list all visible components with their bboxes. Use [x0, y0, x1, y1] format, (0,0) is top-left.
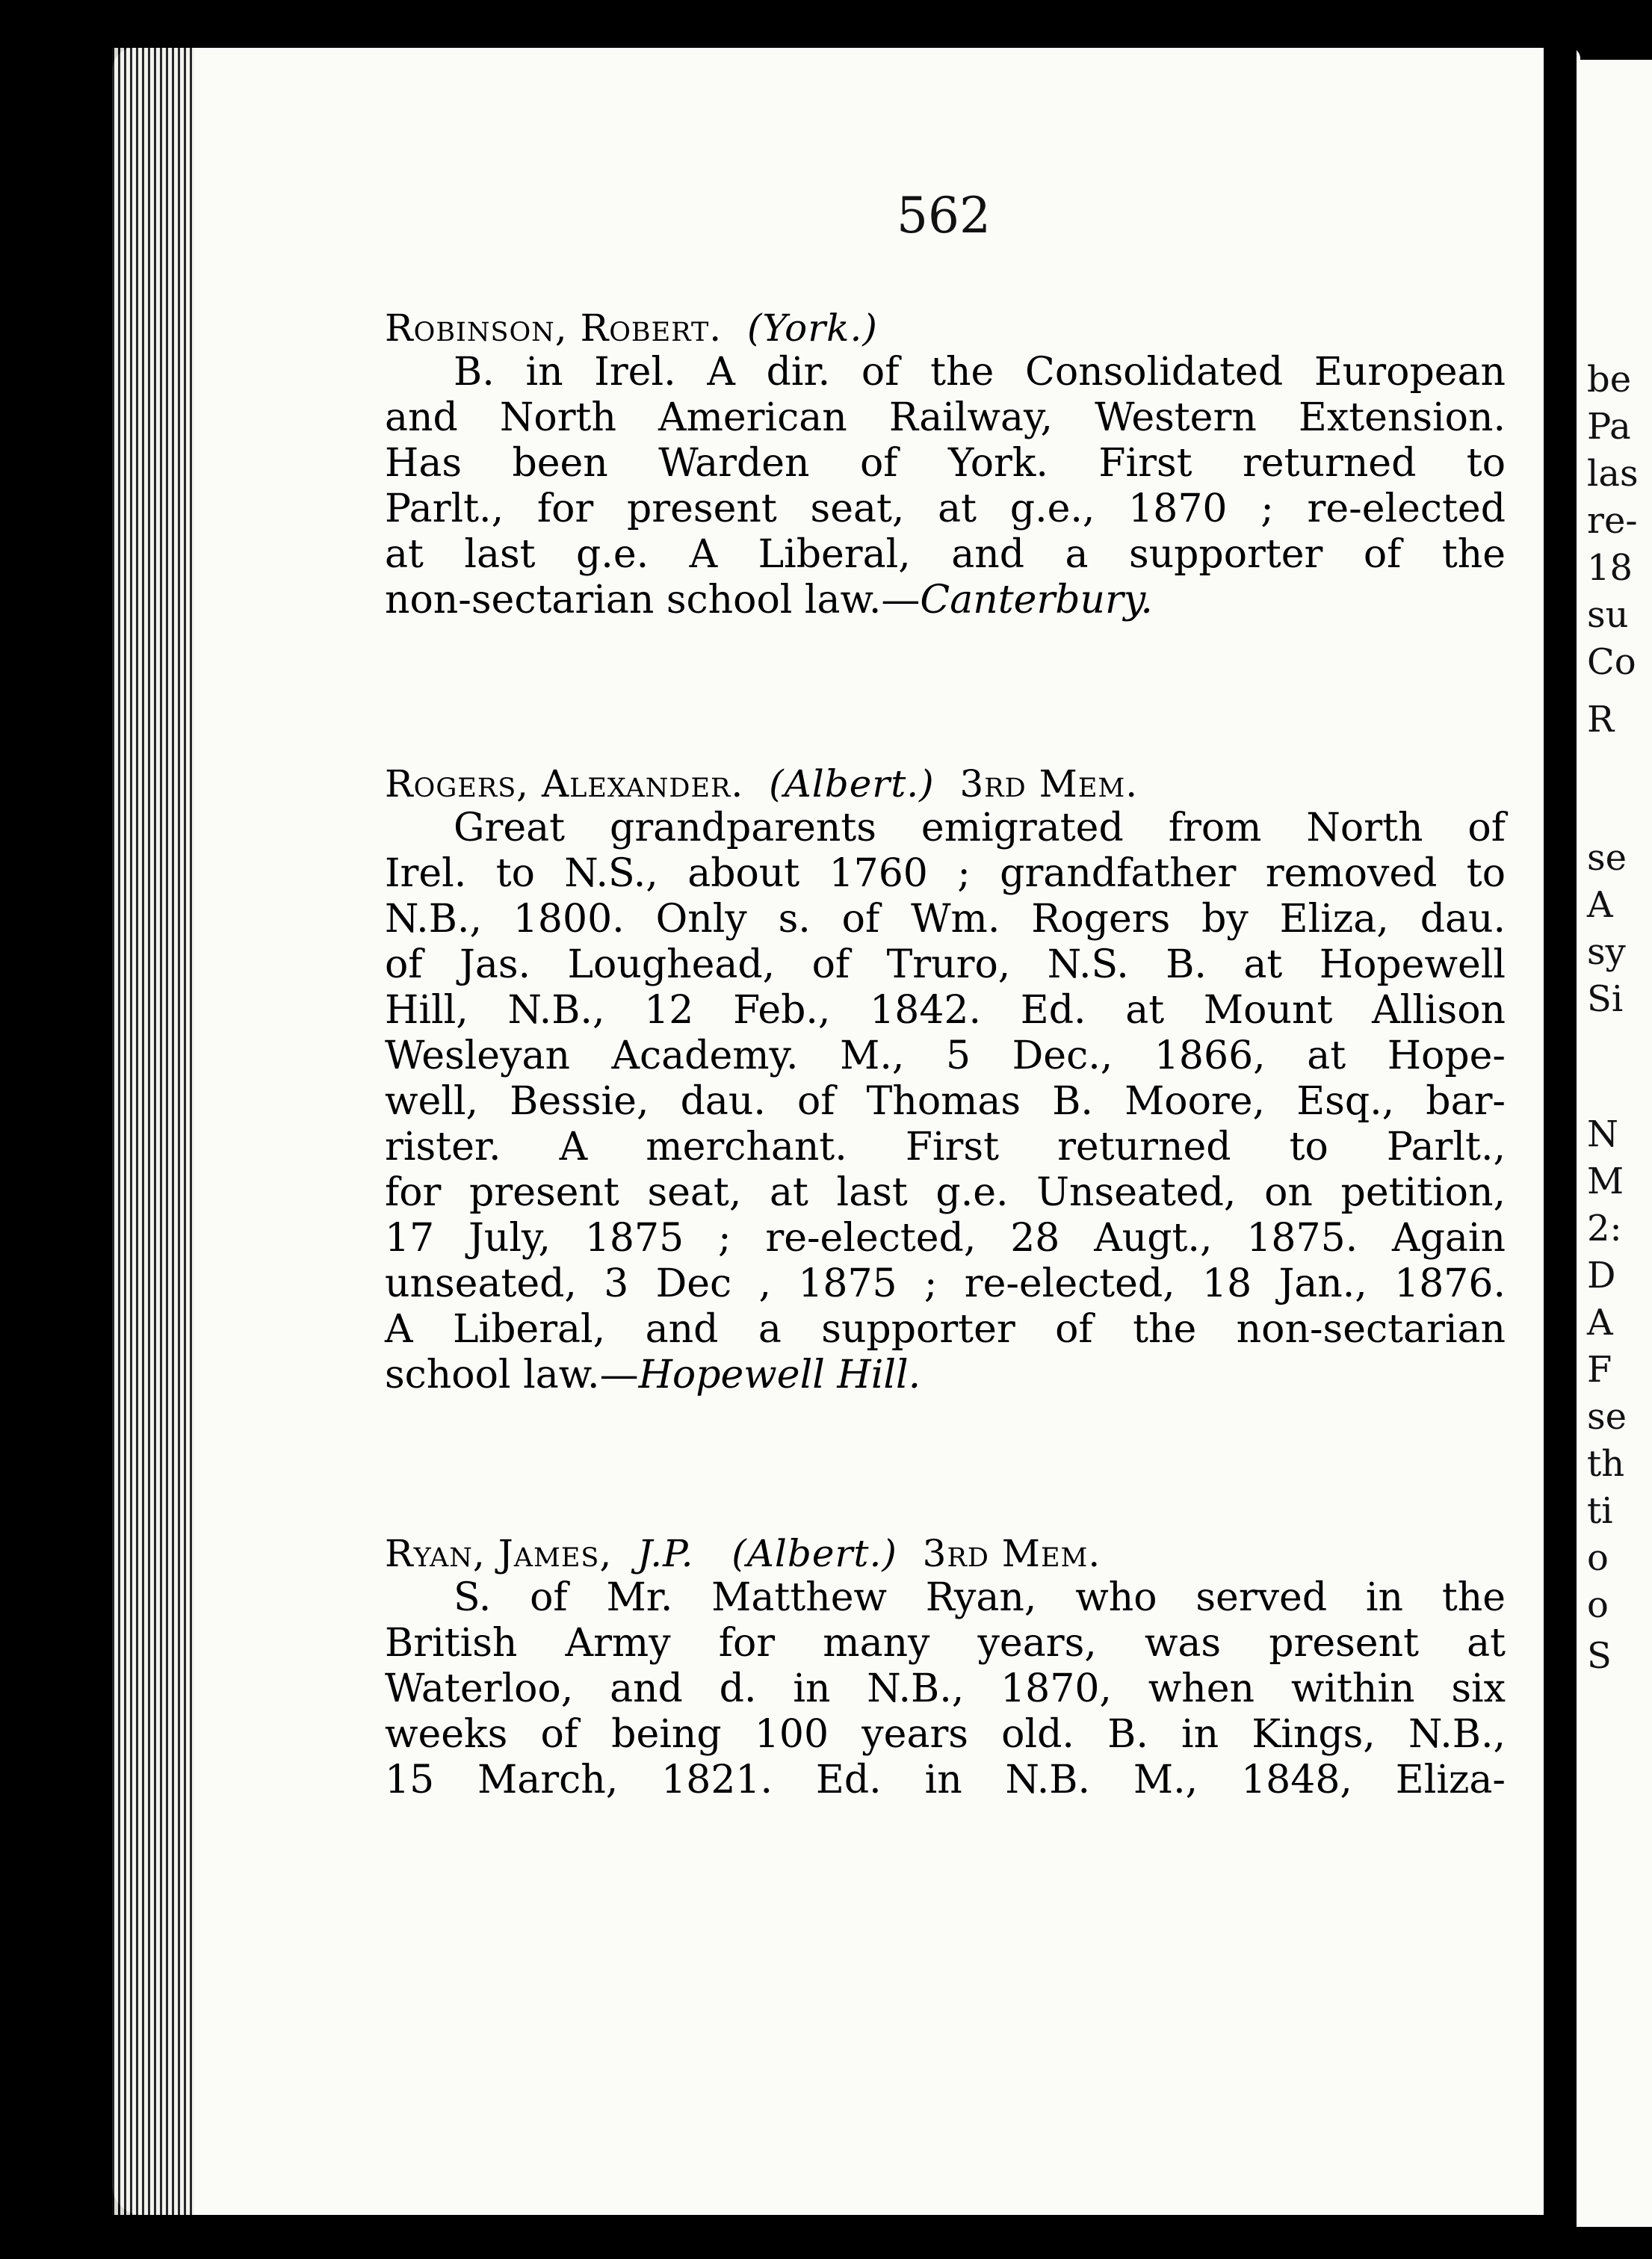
- right-page-text: las: [1587, 453, 1639, 495]
- right-page-text: sy: [1587, 931, 1626, 973]
- right-page-text: M: [1587, 1161, 1624, 1202]
- entry-text-line: N.B., 1800. Only s. of Wm. Rogers by Eliza, dau.: [385, 897, 1506, 942]
- entry-text-line: and North American Railway, Western Extension.: [385, 395, 1506, 440]
- right-page-text: 18: [1587, 547, 1633, 589]
- entry-text-line: Has been Warden of York. First returned to: [385, 441, 1506, 486]
- entry-last-line: [385, 578, 1506, 623]
- right-page-text: o: [1587, 1537, 1609, 1579]
- member-name: Robinson, Robert.: [385, 306, 723, 350]
- page-edge-stack: [112, 48, 194, 2215]
- entry-text-line: Irel. to N.S., about 1760 ; grandfather removed to: [385, 851, 1506, 896]
- book-gutter: [1544, 48, 1577, 2222]
- constituency: (Albert.): [731, 1532, 897, 1575]
- right-page-text: o: [1587, 1584, 1609, 1626]
- entry-text-line: of Jas. Loughead, of Truro, N.S. B. at Hopewell: [385, 942, 1506, 987]
- entry-heading: [385, 1532, 1506, 1575]
- right-page-text: be: [1587, 359, 1632, 401]
- entry-text-line: B. in Irel. A dir. of the Consolidated European: [454, 350, 1506, 395]
- right-page-text: D: [1587, 1255, 1616, 1297]
- page-number: 562: [897, 187, 991, 244]
- right-page-text: N: [1587, 1113, 1618, 1155]
- entry-text-line: Wesleyan Academy. M., 5 Dec., 1866, at Hope-: [385, 1033, 1506, 1078]
- honorific: J.P.: [637, 1532, 694, 1575]
- right-page-text: su: [1587, 594, 1629, 636]
- member-name: Rogers, Alexander.: [385, 762, 744, 806]
- right-page-text: se: [1587, 1396, 1627, 1438]
- entry-text-line: Hill, N.B., 12 Feb., 1842. Ed. at Mount Allison: [385, 988, 1506, 1033]
- biography-entry: [385, 306, 1506, 623]
- right-page-text: Pa: [1587, 406, 1631, 448]
- entry-text-line: at last g.e. A Liberal, and a supporter of the: [385, 532, 1506, 577]
- entry-text-line: Waterloo, and d. in N.B., 1870, when within six: [385, 1666, 1506, 1711]
- entry-heading: [385, 762, 1506, 806]
- member-rank: 3rd Mem.: [959, 762, 1139, 806]
- right-page-text: th: [1587, 1443, 1625, 1485]
- right-page-text: A: [1587, 884, 1613, 926]
- entry-text-line: non-sectarian school law.—: [385, 578, 921, 622]
- entry-text-line: Great grandparents emigrated from North of: [454, 806, 1506, 850]
- right-page-text: S: [1587, 1635, 1612, 1677]
- right-page-text: se: [1587, 837, 1627, 879]
- entry-last-line: [385, 1353, 1506, 1398]
- right-page-text: ti: [1587, 1490, 1613, 1532]
- entry-text-line: well, Bessie, dau. of Thomas B. Moore, Esq., bar-: [385, 1079, 1506, 1124]
- right-page-text: R: [1587, 699, 1615, 741]
- right-page-text: Si: [1587, 978, 1624, 1020]
- entry-text-line: Parlt., for present seat, at g.e., 1870 ; re-elected: [385, 486, 1506, 531]
- entry-text-line: British Army for many years, was present at: [385, 1621, 1506, 1666]
- member-rank: 3rd Mem.: [922, 1532, 1101, 1575]
- entry-text-line: school law.—: [385, 1353, 639, 1397]
- biography-entry: [385, 762, 1506, 1398]
- right-page-text: Co: [1587, 641, 1636, 683]
- right-page-text: 2:: [1587, 1208, 1622, 1249]
- entry-text-line: A Liberal, and a supporter of the non-sectarian: [385, 1307, 1506, 1352]
- entry-text-line: for present seat, at last g.e. Unseated, on petition,: [385, 1170, 1506, 1215]
- entry-text-line: 15 March, 1821. Ed. in N.B. M., 1848, Eliza-: [385, 1758, 1506, 1802]
- entry-text-line: S. of Mr. Matthew Ryan, who served in the: [454, 1575, 1506, 1620]
- right-page-text: re-: [1587, 500, 1638, 542]
- constituency: (York.): [746, 306, 878, 350]
- member-name: Ryan, James,: [385, 1532, 613, 1575]
- right-page-fragment: [1577, 60, 1652, 2227]
- right-page-text: A: [1587, 1302, 1613, 1344]
- entry-text-line: 17 July, 1875 ; re-elected, 28 Augt., 1875. Again: [385, 1216, 1506, 1261]
- entry-text-line: rister. A merchant. First returned to Parlt.,: [385, 1125, 1506, 1169]
- right-page-text: F: [1587, 1349, 1612, 1391]
- entry-heading: [385, 306, 1506, 350]
- residence: Hopewell Hill.: [638, 1353, 921, 1397]
- biography-entry: [385, 1532, 1506, 1803]
- entry-text-line: weeks of being 100 years old. B. in Kings, N.B.,: [385, 1712, 1506, 1757]
- residence: Canterbury.: [920, 578, 1153, 622]
- entry-text-line: unseated, 3 Dec , 1875 ; re-elected, 18 Jan., 1876.: [385, 1261, 1506, 1306]
- constituency: (Albert.): [769, 762, 935, 806]
